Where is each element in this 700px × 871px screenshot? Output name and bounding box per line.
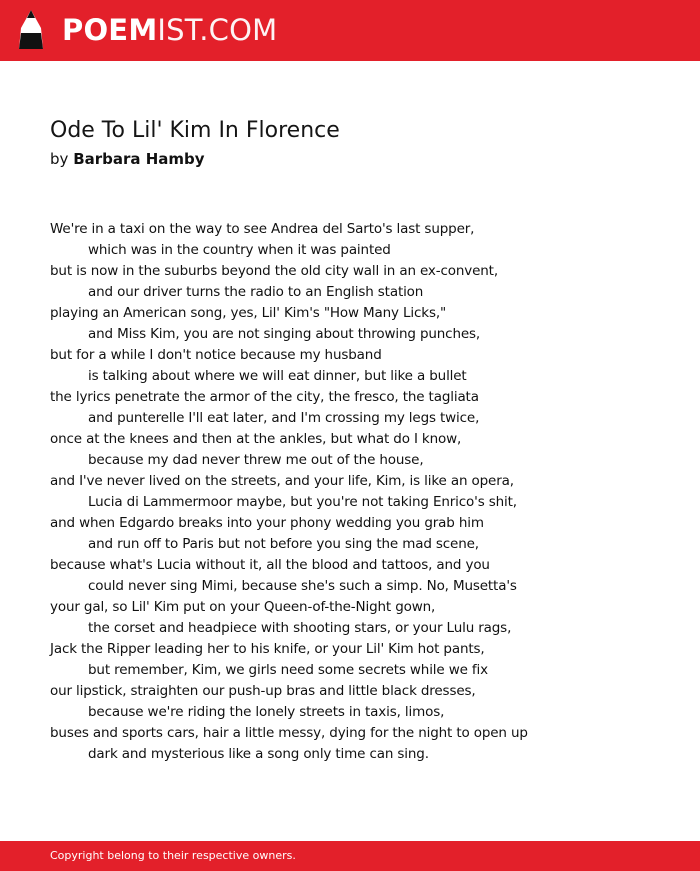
brand-name-bold: POEM [62,13,158,47]
poem-line: is talking about where we will eat dinner, but like a bullet [88,368,467,384]
site-logo[interactable] [62,13,277,47]
poem-line: and our driver turns the radio to an English station [88,284,424,300]
poem-line: because what's Lucia without it, all the blood and tattoos, and you [50,557,490,573]
pencil-icon[interactable] [18,9,44,56]
site-footer [0,841,700,871]
poem-title: Ode To Lil' Kim In Florence [50,118,340,143]
poem-line: but remember, Kim, we girls need some secrets while we fix [88,662,488,678]
poem-line: Lucia di Lammermoor maybe, but you're not taking Enrico's shit, [88,494,517,510]
poem-line: but for a while I don't notice because my husband [50,347,382,363]
poem-line: the corset and headpiece with shooting stars, or your Lulu rags, [88,620,512,636]
poem-line: the lyrics penetrate the armor of the city, the fresco, the tagliata [50,389,479,405]
poem-line: playing an American song, yes, Lil' Kim's "How Many Licks," [50,305,447,321]
byline [50,149,205,169]
poem-line: dark and mysterious like a song only time can sing. [88,746,429,762]
poem-line: and run off to Paris but not before you sing the mad scene, [88,536,479,552]
poem-line: because my dad never threw me out of the house, [88,452,424,468]
poem-line: but is now in the suburbs beyond the old city wall in an ex-convent, [50,263,498,279]
poem-line: We're in a taxi on the way to see Andrea del Sarto's last supper, [50,221,475,237]
poem-line: because we're riding the lonely streets in taxis, limos, [88,704,445,720]
poem-line: and Miss Kim, you are not singing about throwing punches, [88,326,481,342]
poem-line: which was in the country when it was painted [88,242,391,258]
copyright-notice: Copyright belong to their respective owners. [50,849,296,862]
brand-name-light: IST.COM [157,13,278,47]
byline-prefix: by [50,150,69,168]
poem-line: our lipstick, straighten our push-up bras and little black dresses, [50,683,476,699]
poem-line: buses and sports cars, hair a little messy, dying for the night to open up [50,725,528,741]
site-header [0,0,700,61]
poem-line: Jack the Ripper leading her to his knife, or your Lil' Kim hot pants, [50,641,485,657]
poem-line: once at the knees and then at the ankles, but what do I know, [50,431,462,447]
poem-line: could never sing Mimi, because she's such a simp. No, Musetta's [88,578,517,594]
poem-line: and punterelle I'll eat later, and I'm crossing my legs twice, [88,410,480,426]
author-name[interactable]: Barbara Hamby [73,150,205,168]
poem-line: and I've never lived on the streets, and your life, Kim, is like an opera, [50,473,514,489]
poem-line: and when Edgardo breaks into your phony wedding you grab him [50,515,484,531]
poem-body [50,219,650,765]
poem-line: your gal, so Lil' Kim put on your Queen-of-the-Night gown, [50,599,436,615]
